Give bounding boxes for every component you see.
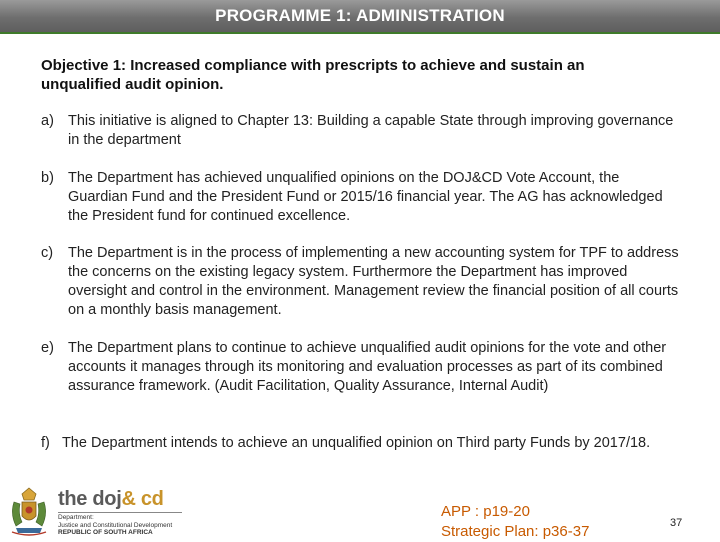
list-item-a <box>41 112 681 150</box>
list-item-text: The Department intends to achieve an unqualified opinion on Third party Funds by 2017/18. <box>61 435 651 451</box>
list-marker: e) <box>41 340 54 356</box>
plan-references <box>441 502 589 542</box>
logo-name-accent: & cd <box>121 488 164 510</box>
list-marker: b) <box>41 170 54 186</box>
list-marker: c) <box>41 245 54 261</box>
logo-wordmark <box>58 488 164 511</box>
page-title: PROGRAMME 1: ADMINISTRATION <box>215 6 505 25</box>
page-number: 37 <box>670 517 683 529</box>
logo-name-main: the doj <box>58 488 122 510</box>
department-logo <box>6 484 186 538</box>
list-item-text: This initiative is aligned to Chapter 13: Building a capable State through improving governance in the department <box>68 113 674 148</box>
list-item-e <box>41 339 681 396</box>
list-marker: f) <box>41 435 50 451</box>
logo-line-3: REPUBLIC OF SOUTH AFRICA <box>58 529 153 536</box>
list-item-c <box>41 244 681 320</box>
objective-heading: Objective 1: Increased compliance with prescripts to achieve and sustain an unqualified audit opinion. <box>41 57 585 93</box>
title-bar <box>0 0 720 34</box>
logo-line-2: Justice and Constitutional Development <box>58 521 173 529</box>
list-item-text: The Department is in the process of implementing a new accounting system for TPF to address the concerns on the existing legacy system. Furthermore the Department has improved oversight and control in the environment. Management review the financial position of all courts on a monthly basis management. <box>68 245 679 318</box>
strategic-plan-reference: Strategic Plan: p36-37 <box>441 523 590 540</box>
logo-line-1: Department: <box>58 514 94 521</box>
list-item-text: The Department has achieved unqualified opinions on the DOJ&CD Vote Account, the Guardian Fund and the President Fund or 2015/16 financial year. The AG has acknowledged the President fund for continued excellence. <box>68 170 663 224</box>
coat-of-arms-icon <box>6 484 52 538</box>
logo-divider <box>58 512 182 513</box>
list-item-f <box>41 434 681 453</box>
logo-department-text <box>58 514 188 537</box>
list-item-b <box>41 169 681 226</box>
list-item-text: The Department plans to continue to achieve unqualified audit opinions for the vote and other accounts it manages through its monitoring and evaluation processes as part of its combined assurance framework. (Audit Facilitation, Quality Assurance, Internal Audit) <box>68 340 667 394</box>
list-marker: a) <box>41 113 54 129</box>
app-reference: APP : p19-20 <box>441 503 530 520</box>
